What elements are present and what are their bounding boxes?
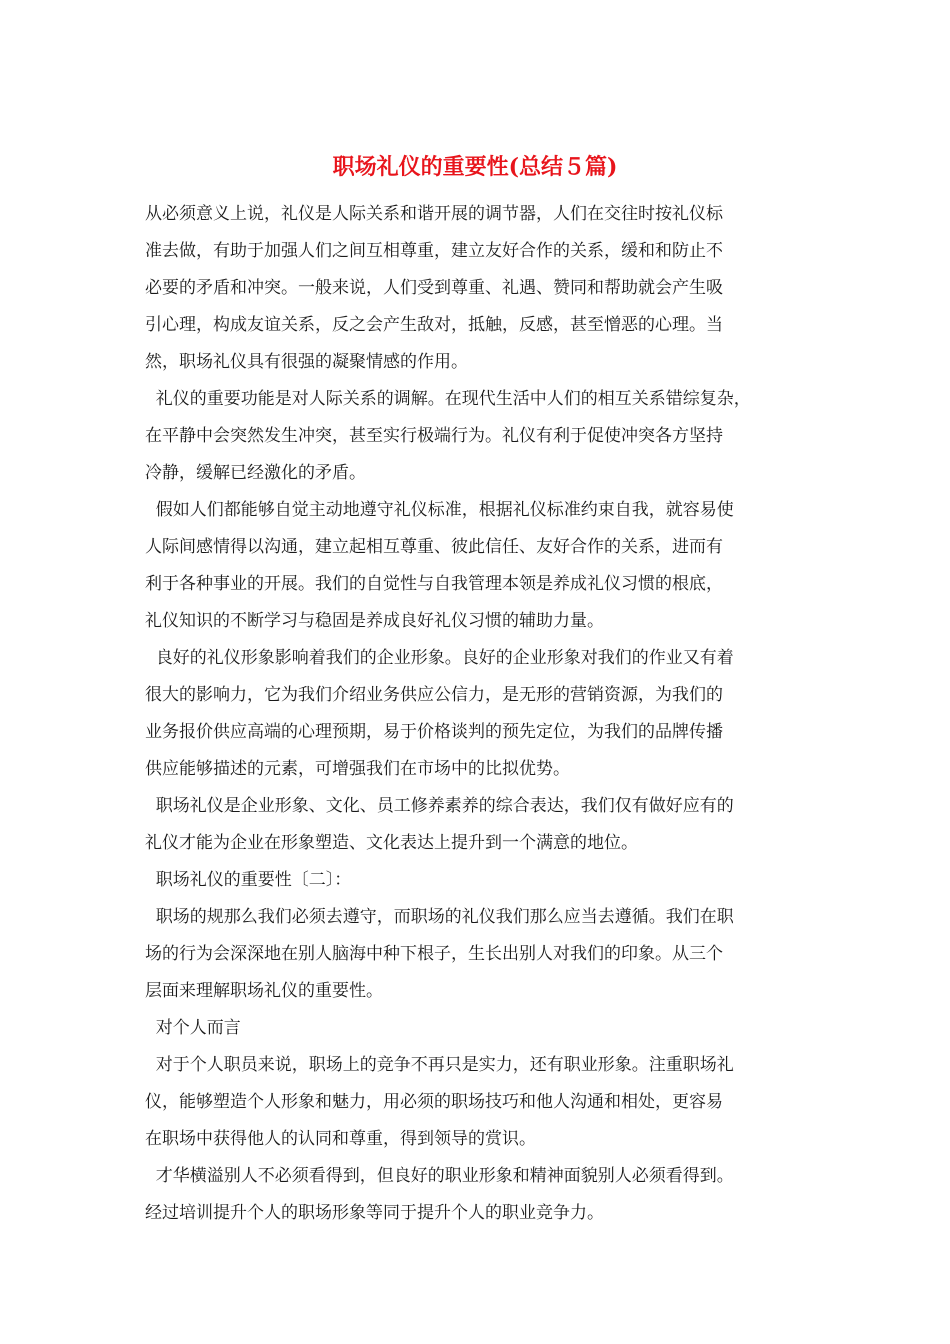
text-line: 人际间感情得以沟通，建立起相互尊重、彼此信任、友好合作的关系，进而有 <box>145 537 723 557</box>
text-line: 业务报价供应高端的心理预期，易于价格谈判的预先定位，为我们的品牌传播 <box>145 722 723 742</box>
text-line: 职场礼仪是企业形象、文化、员工修养素养的综合表达，我们仅有做好应有的 <box>145 796 734 816</box>
text-line: 很大的影响力，它为我们介绍业务供应公信力，是无形的营销资源，为我们的 <box>145 685 723 705</box>
text-line: 必要的矛盾和冲突。一般来说，人们受到尊重、礼遇、赞同和帮助就会产生吸 <box>145 278 723 298</box>
text-line: 对个人而言 <box>145 1018 241 1038</box>
text-line: 才华横溢别人不必须看得到，但良好的职业形象和精神面貌别人必须看得到。 <box>145 1166 734 1186</box>
text-line: 良好的礼仪形象影响着我们的企业形象。良好的企业形象对我们的作业又有着 <box>145 648 734 668</box>
text-line: 对于个人职员来说，职场上的竞争不再只是实力，还有职业形象。注重职场礼 <box>145 1055 734 1075</box>
text-line: 职场的规那么我们必须去遵守，而职场的礼仪我们那么应当去遵循。我们在职 <box>145 907 734 927</box>
text-line: 然，职场礼仪具有很强的凝聚情感的作用。 <box>145 352 468 372</box>
text-line: 层面来理解职场礼仪的重要性。 <box>145 981 383 1001</box>
text-line: 场的行为会深深地在别人脑海中种下根子，生长出别人对我们的印象。从三个 <box>145 944 723 964</box>
text-line: 供应能够描述的元素，可增强我们在市场中的比拟优势。 <box>145 759 570 779</box>
text-line: 礼仪知识的不断学习与稳固是养成良好礼仪习惯的辅助力量。 <box>145 611 604 631</box>
text-line: 礼仪才能为企业在形象塑造、文化表达上提升到一个满意的地位。 <box>145 833 638 853</box>
text-line: 在职场中获得他人的认同和尊重，得到领导的赏识。 <box>145 1129 536 1149</box>
document-body <box>145 196 825 1232</box>
text-line: 职场礼仪的重要性〔二〕： <box>145 870 352 890</box>
text-line: 冷静，缓解已经激化的矛盾。 <box>145 463 366 483</box>
text-line: 礼仪的重要功能是对人际关系的调解。在现代生活中人们的相互关系错综复杂， <box>145 389 751 409</box>
text-line: 经过培训提升个人的职场形象等同于提升个人的职业竞争力。 <box>145 1203 604 1223</box>
text-line: 假如人们都能够自觉主动地遵守礼仪标准，根据礼仪标准约束自我，就容易使 <box>145 500 734 520</box>
text-line: 仪，能够塑造个人形象和魅力，用必须的职场技巧和他人沟通和相处，更容易 <box>145 1092 723 1112</box>
document-title: 职场礼仪的重要性(总结５篇) <box>332 154 618 180</box>
text-line: 引心理，构成友谊关系，反之会产生敌对，抵触，反感，甚至憎恶的心理。当 <box>145 315 723 335</box>
text-line: 从必须意义上说，礼仪是人际关系和谐开展的调节器，人们在交往时按礼仪标 <box>145 204 723 224</box>
text-line: 利于各种事业的开展。我们的自觉性与自我管理本领是养成礼仪习惯的根底， <box>145 574 723 594</box>
text-line: 在平静中会突然发生冲突，甚至实行极端行为。礼仪有利于促使冲突各方坚持 <box>145 426 723 446</box>
text-line: 准去做，有助于加强人们之间互相尊重，建立友好合作的关系，缓和和防止不 <box>145 241 723 261</box>
